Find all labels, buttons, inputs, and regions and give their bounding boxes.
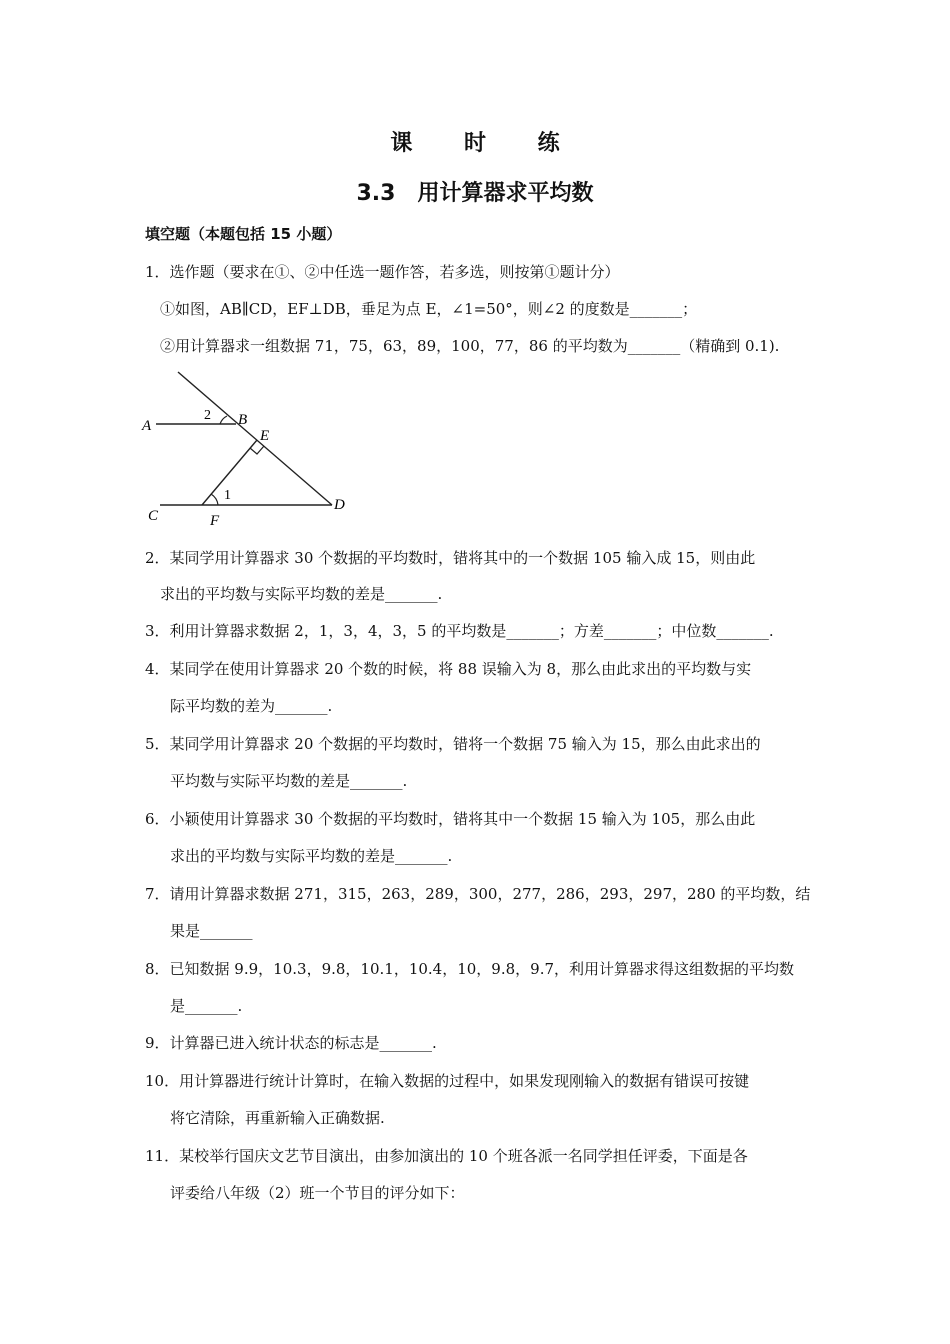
label-c: C (148, 508, 159, 524)
line-bd (178, 372, 332, 505)
page-title: 课 时 练 (390, 131, 582, 156)
question-2-line-2: 求出的平均数与实际平均数的差是_______. (160, 585, 443, 603)
question-8-line-1: 8．已知数据 9.9，10.3，9.8，10.1，10.4，10，9.8，9.7，利用计算器求得这组数据的平均数 (145, 960, 795, 978)
question-5-line-2: 平均数与实际平均数的差是_______. (170, 772, 408, 790)
section-label: 填空题（本题包括 15 小题） (145, 225, 342, 243)
question-6-line-1: 6．小颖使用计算器求 30 个数据的平均数时，错将其中一个数据 15 输入为 105，那么由此 (145, 810, 756, 828)
question-7-line-2: 果是_______ (170, 922, 253, 940)
geometry-figure (138, 368, 358, 532)
question-11-line-2: 评委给八年级（2）班一个节目的评分如下： (170, 1184, 465, 1202)
label-b: B (238, 412, 248, 428)
label-f: F (210, 513, 220, 529)
question-4-line-2: 际平均数的差为_______. (170, 697, 333, 715)
question-11-line-1: 11．某校举行国庆文艺节目演出，由参加演出的 10 个班各派一名同学担任评委，下面是各 (145, 1147, 748, 1165)
label-a: A (142, 418, 152, 434)
label-e: E (260, 428, 270, 444)
question-3-line-1: 3．利用计算器求数据 2，1，3，4，3，5 的平均数是_______；方差_______；中位数_______. (145, 622, 774, 640)
question-1-option-2: ②用计算器求一组数据 71，75，63，89，100，77，86 的平均数为_______（精确到 0.1). (160, 337, 780, 355)
question-2-line-1: 2．某同学用计算器求 30 个数据的平均数时，错将其中的一个数据 105 输入成 15，则由此 (145, 549, 756, 567)
question-6-line-2: 求出的平均数与实际平均数的差是_______. (170, 847, 453, 865)
question-9-line-1: 9．计算器已进入统计状态的标志是_______. (145, 1034, 437, 1052)
question-1-line-1: 1．选作题（要求在①、②中任选一题作答，若多选，则按第①题计分） (145, 263, 620, 281)
question-5-line-1: 5．某同学用计算器求 20 个数据的平均数时，错将一个数据 75 输入为 15，那么由此求出的 (145, 735, 761, 753)
page-subtitle: 3.3 用计算器求平均数 (356, 181, 594, 206)
question-4-line-1: 4．某同学在使用计算器求 20 个数的时候，将 88 误输入为 8，那么由此求出的平均数与实 (145, 660, 752, 678)
question-1-option-1: ①如图，AB∥CD，EF⊥DB，垂足为点 E，∠1=50°，则∠2 的度数是_______； (160, 300, 698, 318)
right-angle-mark (250, 446, 264, 454)
label-angle-2: 2 (204, 408, 211, 423)
question-10-line-2: 将它清除，再重新输入正确数据. (170, 1109, 385, 1127)
question-10-line-1: 10．用计算器进行统计计算时，在输入数据的过程中，如果发现刚输入的数据有错误可按键 (145, 1072, 750, 1090)
angle-1-arc (211, 494, 218, 505)
label-angle-1: 1 (224, 488, 231, 503)
angle-2-arc (220, 416, 227, 424)
question-7-line-1: 7．请用计算器求数据 271，315，263，289，300，277，286，293，297，280 的平均数，结 (145, 885, 811, 903)
label-d: D (334, 497, 345, 513)
question-8-line-2: 是_______. (170, 997, 243, 1015)
